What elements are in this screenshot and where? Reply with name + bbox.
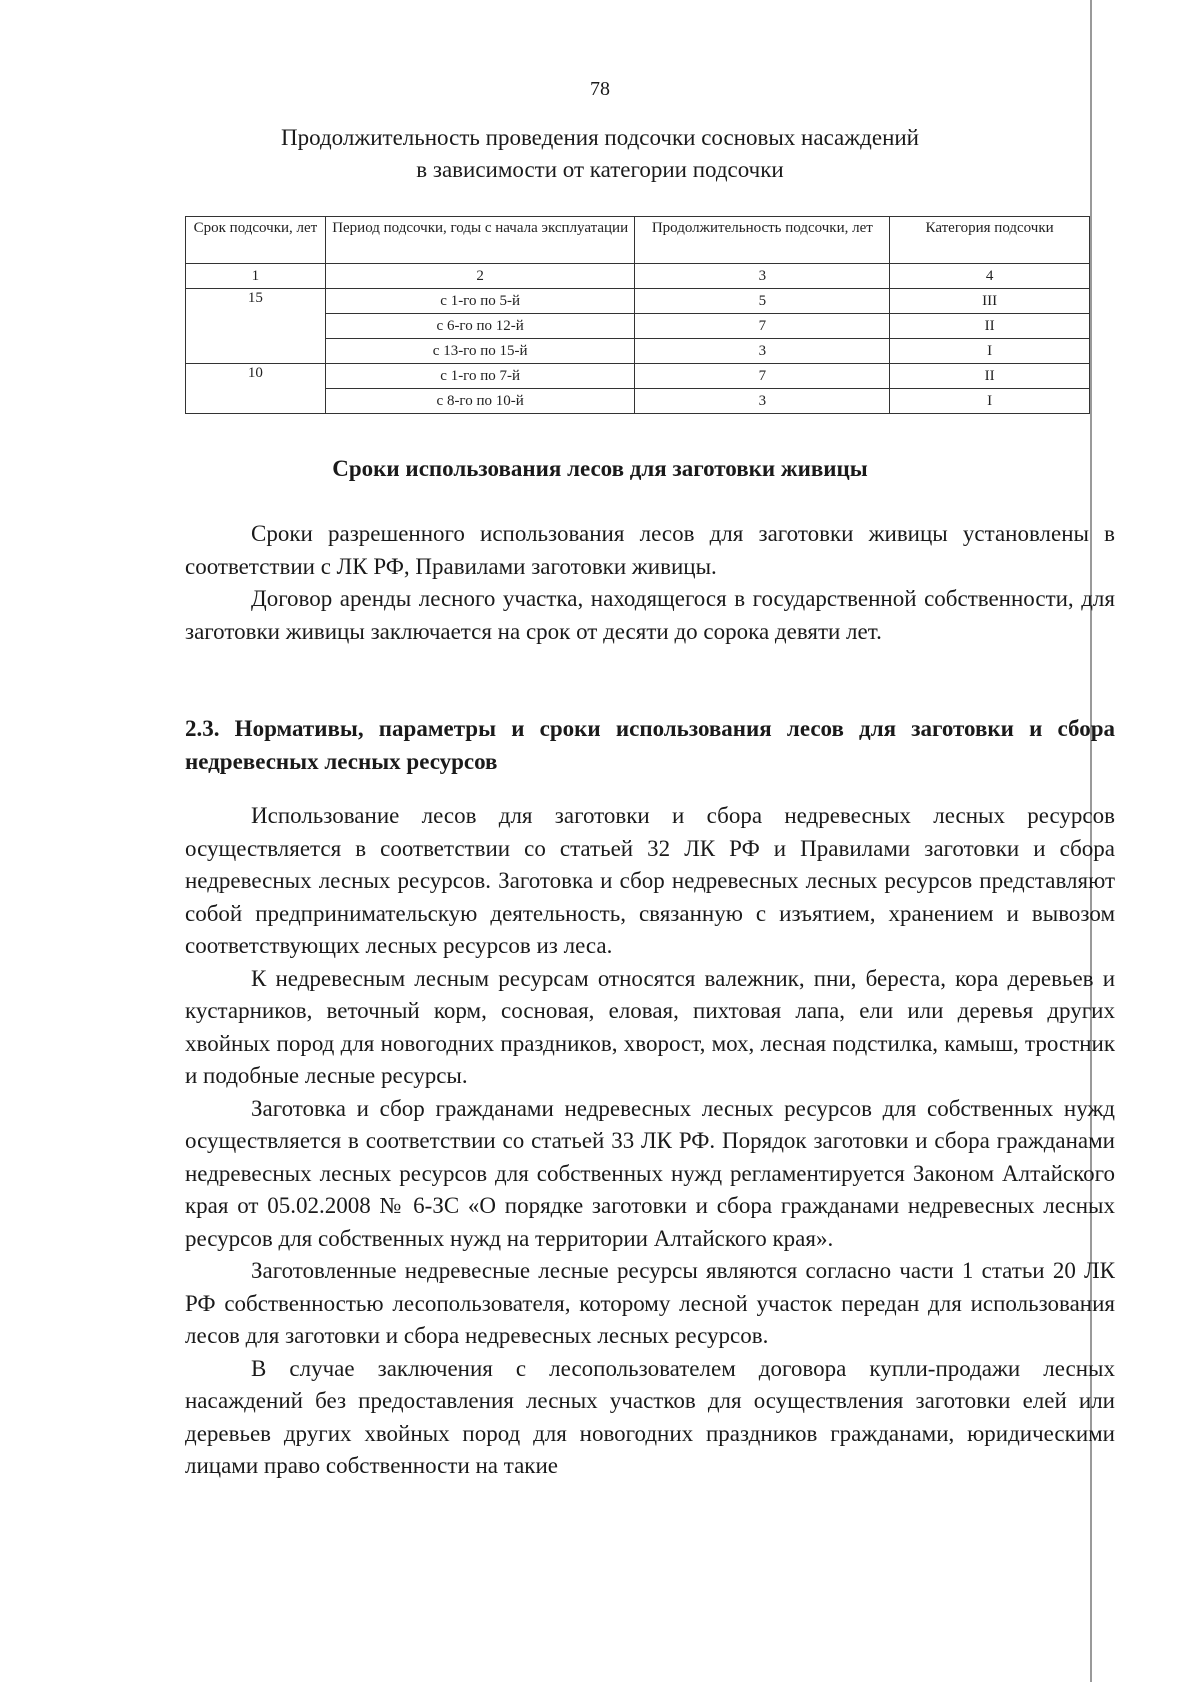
paragraph: Договор аренды лесного участка, находящегося в государственной собственности, для заготовки живицы заключается на срок от десяти до сорока девяти лет. [185, 586, 1115, 644]
table-cell: 3 [635, 389, 890, 414]
section-body [185, 518, 1115, 648]
table-cell: 4 [890, 264, 1090, 289]
table-cell: с 1-го по 5-й [325, 289, 635, 314]
table-cell: II [890, 314, 1090, 339]
header-duration: Продолжительность подсочки, лет [635, 217, 890, 264]
paragraph: Заготовленные недревесные лесные ресурсы являются согласно части 1 статьи 20 ЛК РФ собственностью лесопользователя, которому лесной участок передан для использования лесов для заготовки и сбора недревесных лесных ресурсов. [185, 1258, 1115, 1348]
table-cell: 5 [635, 289, 890, 314]
section-2-3-body [185, 800, 1115, 1483]
table-cell: I [890, 389, 1090, 414]
table-cell: с 8-го по 10-й [325, 389, 635, 414]
table-header-row [186, 217, 1090, 264]
table-cell: 7 [635, 314, 890, 339]
table-cell: 3 [635, 264, 890, 289]
header-category: Категория подсочки [890, 217, 1090, 264]
table-cell: 1 [186, 264, 326, 289]
table-cell: с 13-го по 15-й [325, 339, 635, 364]
table-title-line-2: в зависимости от категории подсочки [416, 157, 784, 182]
header-period: Период подсочки, годы с начала эксплуатации [325, 217, 635, 264]
section-title: Сроки использования лесов для заготовки живицы [332, 456, 868, 481]
table-cell: с 6-го по 12-й [325, 314, 635, 339]
paragraph: Заготовка и сбор гражданами недревесных лесных ресурсов для собственных нужд осуществляется в соответствии со статьей 33 ЛК РФ. Порядок заготовки и сбора гражданами недревесных лесных ресурсов для собственных нужд регламентируется Законом Алтайского края от 05.02.2008 № 6-ЗС «О порядке заготовки и сбора гражданами недревесных лесных ресурсов для собственных нужд на территории Алтайского края». [185, 1095, 1115, 1251]
term-cell: 10 [186, 364, 326, 414]
paragraph: В случае заключения с лесопользователем договора купли-продажи лесных насаждений без предоставления лесных участков для осуществления заготовки елей или деревьев других хвойных пород для новогодних праздников гражданами, юридическими лицами право собственности на такие [185, 1355, 1115, 1478]
page-number: 78 [590, 78, 610, 100]
category-table [185, 216, 1090, 414]
table-cell: 7 [635, 364, 890, 389]
table-index-row [186, 264, 1090, 289]
table-cell: с 1-го по 7-й [325, 364, 635, 389]
table-cell: I [890, 339, 1090, 364]
table-cell: 3 [635, 339, 890, 364]
table-title [150, 122, 1050, 186]
term-cell: 15 [186, 289, 326, 364]
paragraph: Сроки разрешенного использования лесов для заготовки живицы установлены в соответствии с ЛК РФ, Правилами заготовки живицы. [185, 521, 1115, 579]
table-title-line-1: Продолжительность проведения подсочки сосновых насаждений [281, 125, 919, 150]
table-row [186, 289, 1090, 314]
table-cell: 2 [325, 264, 635, 289]
table-cell: II [890, 364, 1090, 389]
header-term: Срок подсочки, лет [186, 217, 326, 264]
paragraph: К недревесным лесным ресурсам относятся валежник, пни, береста, кора деревьев и кустарников, веточный корм, сосновая, еловая, пихтовая лапа, ели или деревья других хвойных пород для новогодних праздников, хворост, мох, лесная подстилка, камыш, тростник и подобные лесные ресурсы. [185, 965, 1115, 1088]
heading-2-3: 2.3. Нормативы, параметры и сроки использования лесов для заготовки и сбора недревесных лесных ресурсов [185, 716, 1115, 774]
table-cell: III [890, 289, 1090, 314]
paragraph: Использование лесов для заготовки и сбора недревесных лесных ресурсов осуществляется в соответствии со статьей 32 ЛК РФ и Правилами заготовки и сбора недревесных лесных ресурсов. Заготовка и сбор недревесных лесных ресурсов представляют собой предпринимательскую деятельность, связанную с изъятием, хранением и вывозом соответствующих лесных ресурсов из леса. [185, 803, 1115, 958]
table-row [186, 364, 1090, 389]
